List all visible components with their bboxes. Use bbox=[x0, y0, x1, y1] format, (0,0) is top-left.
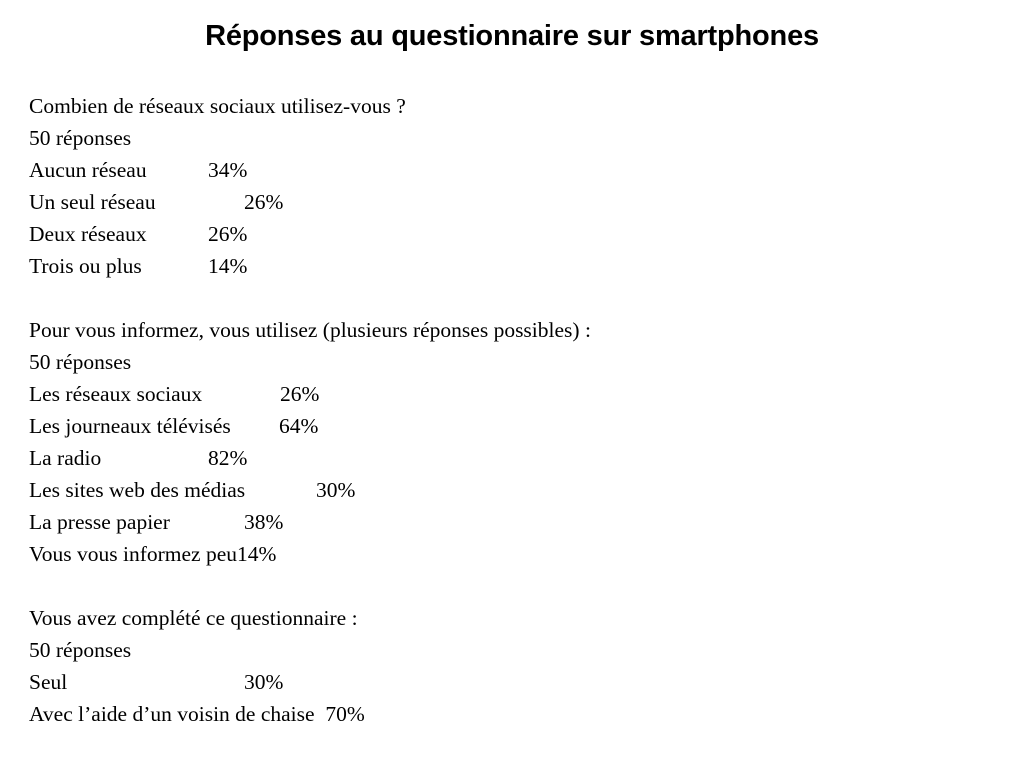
response-count: 50 réponses bbox=[29, 350, 132, 374]
answer-row bbox=[29, 666, 1009, 698]
answer-value: 34% bbox=[208, 158, 248, 182]
answer-value: 70% bbox=[325, 702, 365, 726]
answer-label: Vous vous informez peu bbox=[29, 542, 238, 566]
answer-value: 14% bbox=[237, 542, 277, 566]
answer-label: La radio bbox=[29, 446, 102, 470]
response-count: 50 réponses bbox=[29, 126, 132, 150]
answer-row bbox=[29, 250, 1009, 282]
response-count: 50 réponses bbox=[29, 638, 132, 662]
answer-label: Un seul réseau bbox=[29, 190, 156, 214]
survey-results bbox=[29, 90, 1009, 730]
answer-value: 38% bbox=[244, 510, 284, 534]
answer-value: 14% bbox=[208, 254, 248, 278]
answer-label: Les sites web des médias bbox=[29, 478, 246, 502]
answer-row bbox=[29, 410, 1009, 442]
answer-value: 26% bbox=[208, 222, 248, 246]
answer-label: Trois ou plus bbox=[29, 254, 142, 278]
answer-label: Deux réseaux bbox=[29, 222, 147, 246]
answer-row bbox=[29, 538, 1009, 570]
answer-value: 26% bbox=[280, 382, 320, 406]
answer-label: Avec l’aide d’un voisin de chaise bbox=[29, 702, 315, 726]
answer-label: Les réseaux sociaux bbox=[29, 382, 203, 406]
answer-row bbox=[29, 442, 1009, 474]
answer-row bbox=[29, 506, 1009, 538]
answer-label: Seul bbox=[29, 670, 68, 694]
answer-value: 30% bbox=[244, 670, 284, 694]
answer-label: Les journeaux télévisés bbox=[29, 414, 231, 438]
answer-row bbox=[29, 474, 1009, 506]
page-title: Réponses au questionnaire sur smartphones bbox=[205, 20, 819, 52]
answer-row bbox=[29, 186, 1009, 218]
answer-row bbox=[29, 218, 1009, 250]
spacer bbox=[29, 570, 1009, 602]
question-completion: Vous avez complété ce questionnaire : bbox=[29, 606, 358, 630]
spacer bbox=[29, 282, 1009, 314]
answer-row bbox=[29, 698, 1009, 730]
answer-value: 82% bbox=[208, 446, 248, 470]
answer-row bbox=[29, 154, 1009, 186]
answer-label: La presse papier bbox=[29, 510, 170, 534]
answer-value: 26% bbox=[244, 190, 284, 214]
question-information-sources: Pour vous informez, vous utilisez (plusieurs réponses possibles) : bbox=[29, 318, 591, 342]
answer-label: Aucun réseau bbox=[29, 158, 147, 182]
answer-value: 30% bbox=[316, 478, 356, 502]
question-social-networks: Combien de réseaux sociaux utilisez-vous ? bbox=[29, 94, 406, 118]
answer-row bbox=[29, 378, 1009, 410]
answer-value: 64% bbox=[279, 414, 319, 438]
